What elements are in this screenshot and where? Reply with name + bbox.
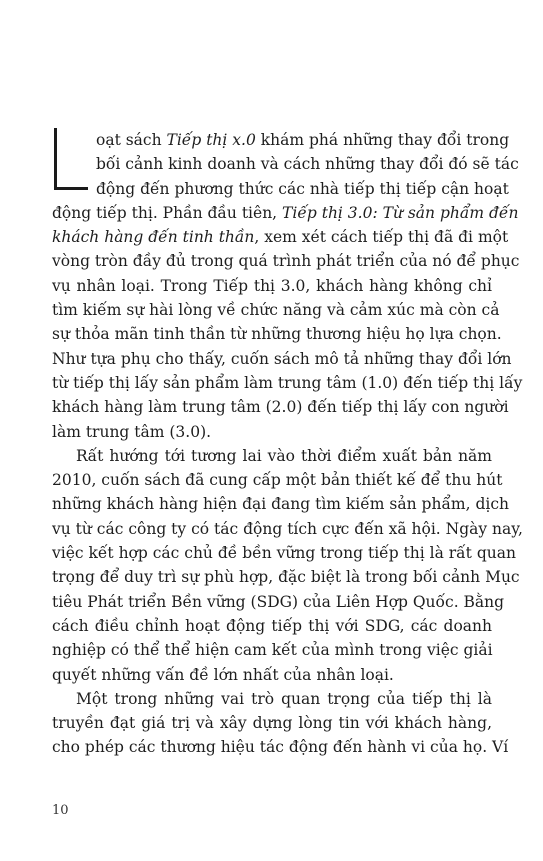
text-line: cách điều chỉnh hoạt động tiếp thị với SDG, các doanh (52, 616, 492, 635)
text-line: Một trong những vai trò quan trọng của tiếp thị là (76, 689, 492, 708)
drop-cap-letter-l (52, 128, 92, 194)
text-line: khách hàng đến tinh thần, xem xét cách tiếp thị đã đi một (52, 228, 509, 247)
text-line: vòng tròn đầy đủ trong quá trình phát triển của nó để phục (52, 252, 520, 271)
text-line: vụ nhân loại. Trong Tiếp thị 3.0, khách hàng không chỉ (52, 276, 492, 295)
page-number: 10 (52, 803, 69, 818)
page-body (52, 128, 523, 760)
text-line: sự thỏa mãn tinh thần từ những thương hiệu họ lựa chọn. (52, 325, 502, 344)
text-line: động đến phương thức các nhà tiếp thị tiếp cận hoạt (96, 179, 509, 198)
text-line: khách hàng làm trung tâm (2.0) đến tiếp thị lấy con người (52, 398, 509, 417)
text-line: trọng để duy trì sự phù hợp, đặc biệt là trong bối cảnh Mục (52, 568, 520, 587)
text-line: việc kết hợp các chủ đề bền vững trong tiếp thị là rất quan (52, 544, 516, 563)
text-line: làm trung tâm (3.0). (52, 422, 212, 441)
text-line: tiêu Phát triển Bền vững (SDG) của Liên Hợp Quốc. Bằng (52, 592, 505, 611)
paragraph-3 (52, 687, 509, 760)
text-line: động tiếp thị. Phần đầu tiên, Tiếp thị 3.0: Từ sản phẩm đến (52, 203, 519, 222)
paragraph-1 (52, 128, 523, 444)
text-line: những khách hàng hiện đại đang tìm kiếm sản phẩm, dịch (52, 495, 510, 514)
text-line: nghiệp có thể thể hiện cam kết của mình trong việc giải (52, 641, 493, 660)
text-line: bối cảnh kinh doanh và cách những thay đổi đó sẽ tác (96, 155, 519, 174)
text-line: Như tựa phụ cho thấy, cuốn sách mô tả những thay đổi lớn (52, 349, 512, 368)
text-line: từ tiếp thị lấy sản phẩm làm trung tâm (1.0) đến tiếp thị lấy (52, 373, 523, 392)
text-line: 2010, cuốn sách đã cung cấp một bản thiết kế để thu hút (52, 471, 503, 490)
text-line: quyết những vấn đề lớn nhất của nhân loại. (52, 665, 394, 684)
paragraph-2 (52, 444, 523, 687)
text-line: cho phép các thương hiệu tác động đến hành vi của họ. Ví (52, 738, 509, 757)
text-line: Rất hướng tới tương lai vào thời điểm xuất bản năm (76, 446, 492, 465)
text-line: vụ từ các công ty có tác động tích cực đến xã hội. Ngày nay, (52, 519, 523, 538)
text-line: tìm kiếm sự hài lòng về chức năng và cảm xúc mà còn cả (52, 301, 500, 320)
text-line: truyền đạt giá trị và xây dựng lòng tin với khách hàng, (52, 714, 492, 733)
text-line: oạt sách Tiếp thị x.0 khám phá những thay đổi trong (96, 131, 510, 149)
